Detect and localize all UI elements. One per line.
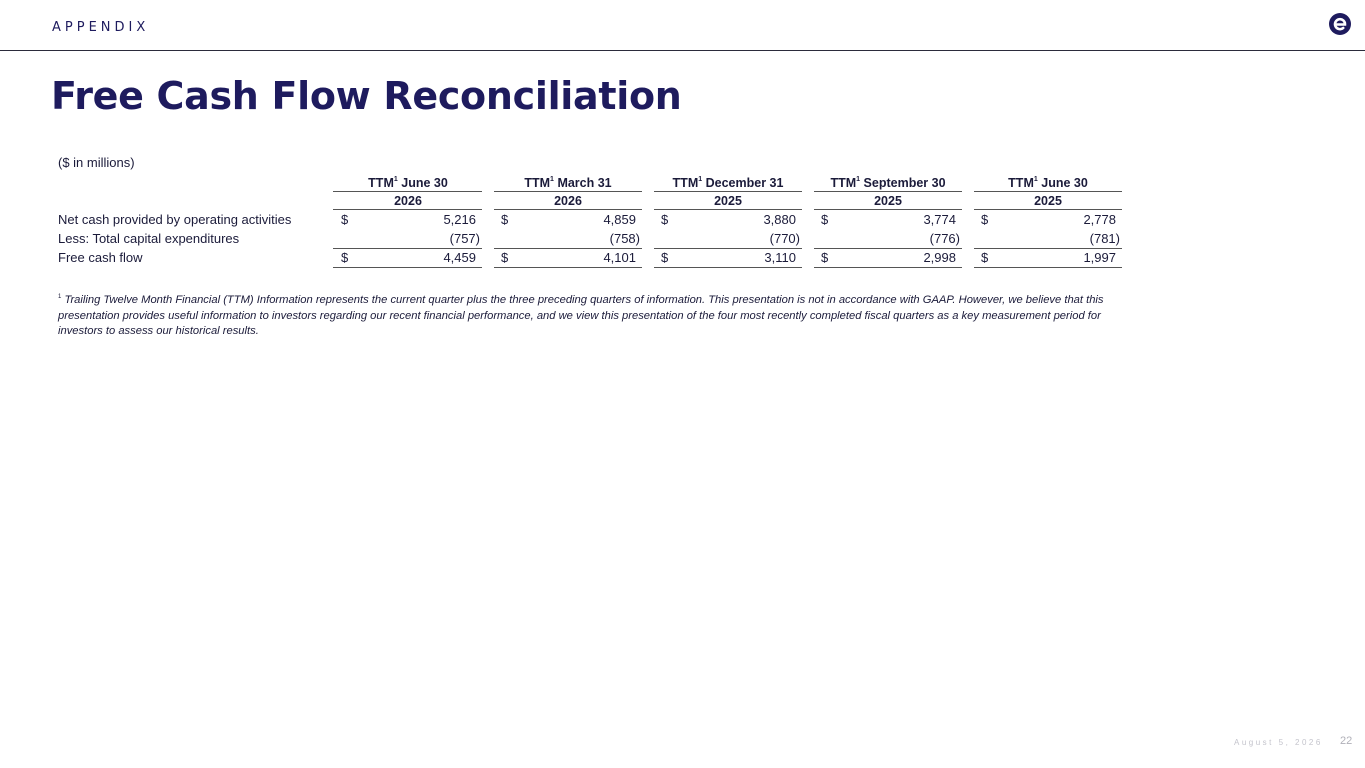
table-cell: (757) bbox=[449, 231, 480, 246]
total-rule bbox=[333, 267, 482, 268]
table-cell: 4,459 bbox=[443, 250, 476, 265]
column-header-year: 2025 bbox=[714, 194, 742, 208]
total-rule bbox=[814, 267, 962, 268]
column-header-period: TTM$^1$ June 30 bbox=[368, 176, 448, 190]
footnote-marker: 1 bbox=[58, 294, 62, 300]
dollar-sign: $ bbox=[661, 212, 669, 227]
total-rule bbox=[494, 267, 642, 268]
table-cell: (776) bbox=[929, 231, 960, 246]
column-header-year: 2026 bbox=[554, 194, 582, 208]
page-title: Free Cash Flow Reconciliation bbox=[51, 74, 682, 118]
table-cell: 4,859 bbox=[603, 212, 636, 227]
row-label-free-cash-flow: Free cash flow bbox=[58, 250, 143, 265]
column-header-year: 2025 bbox=[1034, 194, 1062, 208]
header-divider bbox=[0, 50, 1365, 51]
subtotal-rule bbox=[814, 248, 962, 249]
row-label-capex: Less: Total capital expenditures bbox=[58, 231, 240, 246]
total-rule bbox=[974, 267, 1122, 268]
subtotal-rule bbox=[333, 248, 482, 249]
subtotal-rule bbox=[494, 248, 642, 249]
dollar-sign: $ bbox=[341, 250, 349, 265]
column-header-period: TTM$^1$ March 31 bbox=[524, 176, 612, 190]
column-header-year: 2025 bbox=[874, 194, 902, 208]
dollar-sign: $ bbox=[821, 212, 829, 227]
header-bottom-rule bbox=[814, 209, 962, 210]
column-header-rule bbox=[974, 191, 1122, 192]
table-cell: 1,997 bbox=[1083, 250, 1116, 265]
subtotal-rule bbox=[654, 248, 802, 249]
footnote-text: Trailing Twelve Month Financial (TTM) Information represents the current quarter plus the three preceding quarters of information. This presentation is not in accordance with GAAP. However, we believe that this presentation provides useful information to investors regarding our recent financial performance, and we view this presentation of the four most recently completed fiscal quarters as a key measurement period for investors to assess our historical results. bbox=[58, 294, 1104, 337]
header-bottom-rule bbox=[974, 209, 1122, 210]
dollar-sign: $ bbox=[661, 250, 669, 265]
section-label: APPENDIX bbox=[52, 20, 150, 35]
table-cell: 3,110 bbox=[764, 250, 796, 265]
table-cell: 3,774 bbox=[923, 212, 956, 227]
column-header-rule bbox=[654, 191, 802, 192]
row-label-operating-cash: Net cash provided by operating activities bbox=[58, 212, 292, 227]
total-rule bbox=[654, 267, 802, 268]
dollar-sign: $ bbox=[981, 250, 989, 265]
table-cell: (758) bbox=[609, 231, 640, 246]
dollar-sign: $ bbox=[981, 212, 989, 227]
table-cell: 2,998 bbox=[923, 250, 956, 265]
table-cell: 5,216 bbox=[443, 212, 476, 227]
header-bottom-rule bbox=[654, 209, 802, 210]
table-cell: 2,778 bbox=[1083, 212, 1116, 227]
dollar-sign: $ bbox=[501, 212, 509, 227]
dollar-sign: $ bbox=[821, 250, 829, 265]
table-cell: (781) bbox=[1089, 231, 1120, 246]
units-label: ($ in millions) bbox=[58, 155, 135, 170]
column-header-period: TTM$^1$ December 31 bbox=[672, 176, 784, 190]
column-header-period: TTM$^1$ June 30 bbox=[1008, 176, 1088, 190]
column-header-year: 2026 bbox=[394, 194, 422, 208]
page-number: 22 bbox=[1340, 735, 1353, 747]
table-cell: 3,880 bbox=[763, 212, 796, 227]
footnote bbox=[58, 290, 1148, 340]
table-cell: 4,101 bbox=[603, 250, 636, 265]
subtotal-rule bbox=[974, 248, 1122, 249]
dollar-sign: $ bbox=[341, 212, 349, 227]
column-header-rule bbox=[814, 191, 962, 192]
column-header-period: TTM$^1$ September 30 bbox=[830, 176, 946, 190]
header-bottom-rule bbox=[333, 209, 482, 210]
company-logo-icon bbox=[1329, 13, 1351, 35]
header-bottom-rule bbox=[494, 209, 642, 210]
dollar-sign: $ bbox=[501, 250, 509, 265]
column-header-rule bbox=[494, 191, 642, 192]
column-header-rule bbox=[333, 191, 482, 192]
footer-date: August 5, 2026 bbox=[1234, 738, 1323, 747]
table-cell: (770) bbox=[769, 231, 800, 246]
